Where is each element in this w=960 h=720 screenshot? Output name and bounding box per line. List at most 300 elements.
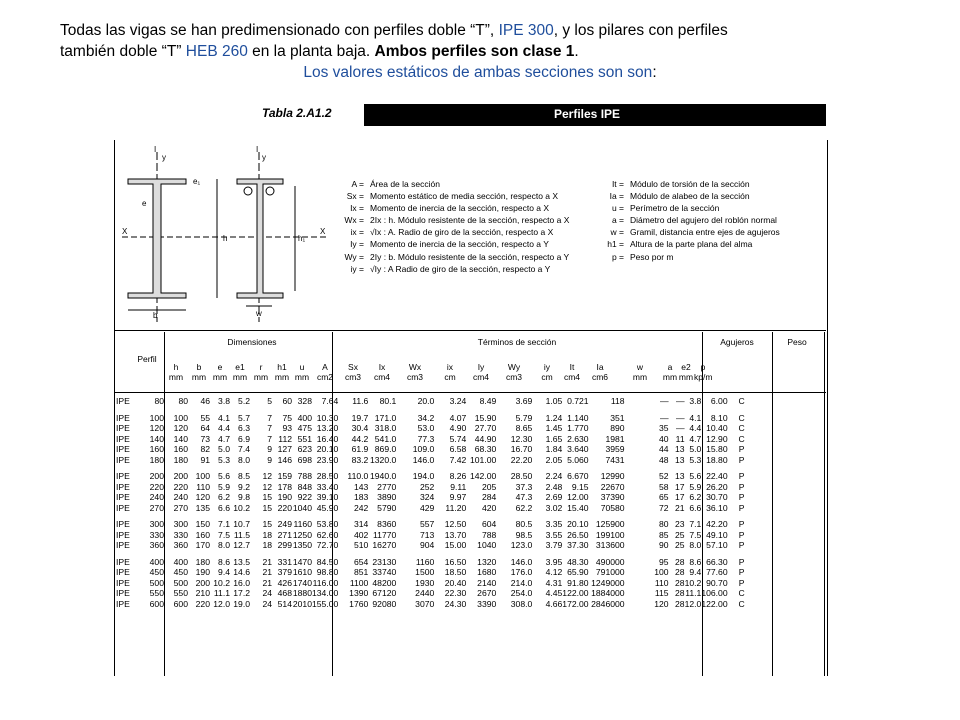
table-cell: 5.9 <box>218 481 230 492</box>
table-cell: 1.140 <box>567 412 589 423</box>
table-cell: 6.58 <box>449 444 467 455</box>
legend-symbol: w = <box>610 227 624 238</box>
table-cell: 8.26 <box>449 471 467 482</box>
column-header <box>250 362 272 382</box>
table-cell: 11.20 <box>445 502 467 513</box>
column-header <box>164 362 188 382</box>
column-symbol: p <box>700 362 706 372</box>
table-cell: 80 <box>178 396 188 407</box>
table-cell: P <box>738 567 745 578</box>
table-cell: 11.1 <box>213 588 230 599</box>
table-cell: 1981 <box>605 433 625 444</box>
table-cell: 6.3 <box>238 423 250 434</box>
table-cell: P <box>738 529 745 540</box>
legend-symbol: ix = <box>350 227 364 238</box>
table-cell: 17.2 <box>233 588 250 599</box>
table-cell: 490000 <box>595 556 625 567</box>
table-cell: 190 <box>277 492 292 503</box>
table-cell: 0.721 <box>567 396 589 407</box>
table-cell: 300 <box>173 519 188 530</box>
svg-text:y: y <box>162 153 166 162</box>
table-cell: 75 <box>282 412 292 423</box>
table-cell: 200 <box>195 577 210 588</box>
banner-text: Perfiles IPE <box>554 107 621 121</box>
legend-text: Gramil, distancia entre ejes de agujeros <box>630 227 780 238</box>
column-symbol: r <box>259 362 263 372</box>
table-cell: 8.49 <box>479 396 497 407</box>
legend-symbol: h1 = <box>607 239 624 250</box>
table-cell: 654 <box>353 556 369 567</box>
table-cell: 284 <box>481 492 497 503</box>
column-profile-ref: HEB 260 <box>185 43 248 60</box>
table-cell: 698 <box>297 454 312 465</box>
table-cell: 180 <box>173 454 188 465</box>
table-cell: 3.95 <box>545 556 563 567</box>
table-cell: 22.30 <box>444 588 467 599</box>
table-cell: 5.79 <box>515 412 533 423</box>
table-cell: 4.1 <box>218 412 230 423</box>
table-cell: 2140 <box>477 577 497 588</box>
column-symbol: Ix <box>378 362 386 372</box>
table-cell: 426 <box>277 577 292 588</box>
table-cell: C <box>738 423 745 434</box>
table-cell: 13 <box>675 444 685 455</box>
table-cell: 6.9 <box>238 433 250 444</box>
table-cell: 3.79 <box>545 540 563 551</box>
table-cell: 67120 <box>372 588 397 599</box>
legend-text: Módulo de torsión de la sección <box>630 179 750 189</box>
table-cell: 420 <box>481 502 497 513</box>
table-cell: 313600 <box>595 540 625 551</box>
text-fragment: Los valores estáticos de ambas secciones son son <box>303 64 653 81</box>
profile-name: IPE <box>116 492 130 503</box>
legend-entry <box>598 190 780 202</box>
table-cell: 3.02 <box>545 502 563 513</box>
table-cell: 146 <box>277 454 292 465</box>
profile-name: IPE <box>116 454 130 465</box>
terminos-header: Términos de sección <box>477 337 557 347</box>
table-cell: 5.3 <box>689 454 702 465</box>
table-cell: 72.70 <box>316 540 339 551</box>
table-cell: 12990 <box>600 471 625 482</box>
table-cell: 9.8 <box>238 492 250 503</box>
table-cell: 9.11 <box>450 481 467 492</box>
table-cell: 3.8 <box>689 396 702 407</box>
table-cell: 85 <box>659 529 669 540</box>
table-cell: 58 <box>659 481 669 492</box>
column-symbol: Wy <box>507 362 521 372</box>
profile-size: 330 <box>149 529 164 540</box>
table-cell: 5.7 <box>238 412 250 423</box>
table-cell: 7.5 <box>689 529 702 540</box>
column-symbol: Sx <box>348 362 358 372</box>
table-cell: 3.55 <box>545 529 563 540</box>
profile-name: IPE <box>116 529 130 540</box>
column-header <box>434 362 466 382</box>
table-cell: 171.0 <box>374 412 397 423</box>
table-cell: 12.50 <box>444 519 467 530</box>
table-cell: — <box>676 396 685 407</box>
table-cell: 8.0 <box>689 540 702 551</box>
table-cell: C <box>738 412 745 423</box>
table-cell: C <box>738 396 745 407</box>
table-cell: 1320.0 <box>370 454 397 465</box>
profile-size: 500 <box>149 577 164 588</box>
legend-entry <box>598 214 780 226</box>
legend-entry <box>338 190 569 202</box>
table-cell: 123.0 <box>510 540 533 551</box>
table-cell: 28 <box>675 598 685 609</box>
table-cell: 115 <box>654 588 669 599</box>
profile-name: IPE <box>116 598 130 609</box>
table-cell: 8.0 <box>238 454 250 465</box>
table-cell: 9.4 <box>689 567 702 578</box>
table-cell: 26.50 <box>567 529 589 540</box>
table-cell: C <box>738 433 745 444</box>
table-cell: 3959 <box>605 444 625 455</box>
table-cell: 11.5 <box>233 529 250 540</box>
table-cell: 25 <box>675 529 685 540</box>
table-cell: 178 <box>277 481 292 492</box>
table-row <box>116 396 756 410</box>
table-cell: 1040 <box>477 540 497 551</box>
table-cell: 143 <box>353 481 369 492</box>
table-cell: 3890 <box>377 492 397 503</box>
table-cell: 8.65 <box>515 423 533 434</box>
table-cell: 8.5 <box>238 471 250 482</box>
text-fragment: Todas las vigas se han predimensionado con perfiles doble “T”, <box>60 22 499 39</box>
table-cell: 84.50 <box>316 556 339 567</box>
profile-name: IPE <box>116 412 130 423</box>
legend-entry <box>338 226 569 238</box>
table-cell: 134.00 <box>312 588 339 599</box>
table-cell: 2670 <box>477 588 497 599</box>
table-cell: 1.45 <box>545 423 563 434</box>
column-header <box>292 362 312 382</box>
profile-size: 270 <box>149 502 164 513</box>
table-cell: 400 <box>173 556 188 567</box>
legend-text: Altura de la parte plana del alma <box>630 239 753 250</box>
table-cell: — <box>660 396 669 407</box>
beam-profile-ref: IPE 300 <box>498 22 554 39</box>
profile-name: IPE <box>116 481 130 492</box>
table-cell: 18 <box>262 540 272 551</box>
table-cell: 379 <box>277 567 292 578</box>
table-cell: 1760 <box>349 598 369 609</box>
svg-text:e₁: e₁ <box>193 177 201 186</box>
table-cell: 16.50 <box>444 556 467 567</box>
table-cell: 242 <box>353 502 369 513</box>
svg-text:h: h <box>223 234 228 243</box>
svg-text:e: e <box>142 199 147 208</box>
table-cell: 19.7 <box>351 412 369 423</box>
table-cell: 9 <box>267 454 272 465</box>
table-cell: 2846000 <box>591 598 625 609</box>
table-cell: 23130 <box>372 556 397 567</box>
table-cell: 429 <box>419 502 435 513</box>
table-cell: 77.60 <box>706 567 728 578</box>
table-cell: 12.30 <box>510 433 533 444</box>
table-cell: 7.64 <box>321 396 339 407</box>
table-cell: P <box>738 577 745 588</box>
table-cell: 6.2 <box>689 492 702 503</box>
profile-size: 120 <box>149 423 164 434</box>
table-cell: 142.00 <box>470 471 497 482</box>
table-cell: 330 <box>173 529 188 540</box>
table-cell: 6.670 <box>567 471 589 482</box>
table-cell: 23.90 <box>316 454 339 465</box>
table-cell: 4.4 <box>689 423 702 434</box>
table-cell: 604 <box>481 519 497 530</box>
table-cell: 127 <box>277 444 292 455</box>
table-cell: 28 <box>675 577 685 588</box>
table-cell: 80 <box>659 519 669 530</box>
table-cell: 5.0 <box>218 444 230 455</box>
table-cell: 200 <box>173 471 188 482</box>
legend-symbol: a = <box>611 215 624 226</box>
table-cell: 25 <box>675 540 685 551</box>
column-header <box>368 362 396 382</box>
table-cell: 95 <box>659 556 669 567</box>
profile-size: 80 <box>154 396 164 407</box>
table-cell: 28 <box>675 556 685 567</box>
table-row <box>116 492 756 503</box>
legend-text: Área de la sección <box>370 179 440 189</box>
table-cell: 788 <box>481 529 497 540</box>
table-cell: 788 <box>297 471 312 482</box>
profile-size: 160 <box>149 444 164 455</box>
table-cell: 73 <box>200 433 210 444</box>
profile-name: IPE <box>116 567 130 578</box>
column-unit: cm3 <box>344 372 362 382</box>
text-fragment: en la planta baja. <box>247 43 375 60</box>
table-cell: 9.97 <box>449 492 467 503</box>
table-cell: 48.30 <box>567 556 589 567</box>
table-cell: 324 <box>419 492 435 503</box>
column-unit: cm4 <box>472 372 490 382</box>
table-cell: P <box>738 492 745 503</box>
table-cell: 110 <box>196 481 210 492</box>
table-cell: 1.84 <box>545 444 563 455</box>
svg-text:w: w <box>256 309 262 318</box>
table-cell: 49.10 <box>706 529 728 540</box>
table-cell: 98.5 <box>515 529 533 540</box>
table-cell: 468 <box>277 588 292 599</box>
table-cell: 12.90 <box>706 433 728 444</box>
svg-text:X: X <box>320 227 326 236</box>
table-cell: 4.31 <box>545 577 563 588</box>
table-cell: 15 <box>262 502 272 513</box>
table-cell: 5.2 <box>238 396 250 407</box>
table-cell: 249 <box>277 519 292 530</box>
legend-symbol: Wx = <box>344 215 364 226</box>
table-cell: 7.1 <box>218 519 230 530</box>
table-cell: 4.4 <box>218 423 230 434</box>
table-cell: 16.0 <box>233 577 250 588</box>
table-cell: P <box>738 481 745 492</box>
table-cell: 100 <box>195 471 210 482</box>
table-cell: 514 <box>277 598 292 609</box>
table-cell: 159 <box>277 471 292 482</box>
intro-line-2 <box>60 41 900 62</box>
table-cell: 80.5 <box>515 519 533 530</box>
column-symbol: e1 <box>235 362 245 372</box>
table-cell: 6.2 <box>218 492 230 503</box>
table-cell: 7.5 <box>218 529 230 540</box>
legend-right <box>598 178 780 263</box>
legend-symbol: Ia = <box>609 191 624 202</box>
column-header <box>272 362 292 382</box>
table-cell: 2.48 <box>545 481 563 492</box>
table-cell: 1740 <box>292 577 312 588</box>
table-cell: 3.24 <box>449 396 467 407</box>
column-symbol: a <box>667 362 673 372</box>
table-cell: 140 <box>173 433 188 444</box>
table-cell: 1249000 <box>591 577 625 588</box>
intro-text <box>60 20 900 83</box>
table-cell: 1160 <box>415 556 435 567</box>
table-cell: 318.0 <box>374 423 397 434</box>
table-cell: 170 <box>195 540 210 551</box>
legend-entry <box>338 202 569 214</box>
table-cell: 110 <box>654 577 669 588</box>
legend-entry <box>598 202 780 214</box>
column-unit: mm <box>212 372 228 382</box>
table-cell: 331 <box>277 556 292 567</box>
table-cell: 33.40 <box>316 481 339 492</box>
table-cell: 72 <box>659 502 669 513</box>
table-cell: 15.80 <box>706 444 728 455</box>
table-cell: 47.3 <box>515 492 533 503</box>
column-header <box>496 362 532 382</box>
table-cell: 1.65 <box>545 433 563 444</box>
table-cell: 30.4 <box>351 423 369 434</box>
profile-name: IPE <box>116 444 130 455</box>
svg-text:y: y <box>262 153 266 162</box>
table-cell: 2010 <box>292 598 312 609</box>
table-cell: 8360 <box>377 519 397 530</box>
table-row <box>116 599 756 610</box>
table-cell: 12.7 <box>233 540 250 551</box>
table-cell: 2.630 <box>567 433 589 444</box>
perfil-header: Perfil <box>137 354 157 364</box>
table-cell: 44 <box>659 444 669 455</box>
profile-name: IPE <box>116 396 130 407</box>
table-cell: 160 <box>195 529 210 540</box>
table-cell: 28.50 <box>510 471 533 482</box>
table-cell: 890 <box>610 423 625 434</box>
legend-entry <box>598 178 780 190</box>
legend-symbol: iy = <box>350 263 364 274</box>
table-cell: 46 <box>200 396 210 407</box>
table-cell: 5.060 <box>567 454 589 465</box>
column-symbol: iy <box>543 362 551 372</box>
table-cell: 4.7 <box>218 433 230 444</box>
legend-text: 2Ix : h. Módulo resistente de la sección, respecto a X <box>370 215 570 226</box>
table-cell: 2.69 <box>545 492 563 503</box>
table-cell: 3390 <box>477 598 497 609</box>
table-cell: 402 <box>353 529 369 540</box>
legend-symbol: p = <box>611 251 624 262</box>
table-cell: 510 <box>353 540 369 551</box>
legend-symbol: u = <box>611 203 624 214</box>
legend-text: Momento de inercia de la sección, respecto a X <box>370 203 550 214</box>
table-row <box>116 503 756 517</box>
dimensiones-header: Dimensiones <box>227 337 277 347</box>
table-cell: 254.0 <box>510 588 533 599</box>
column-header <box>466 362 496 382</box>
column-header <box>188 362 210 382</box>
table-cell: 5.6 <box>218 471 230 482</box>
table-cell: 68.30 <box>474 444 497 455</box>
table-cell: 22670 <box>600 481 625 492</box>
table-cell: 122.00 <box>562 588 589 599</box>
legend-entry <box>598 226 780 238</box>
column-symbol: Wx <box>408 362 422 372</box>
table-cell: 146.0 <box>510 556 533 567</box>
table-cell: 20.40 <box>444 577 467 588</box>
table-cell: 13.5 <box>233 556 250 567</box>
table-cell: 541.0 <box>374 433 397 444</box>
legend-text: Diámetro del agujero del roblón normal <box>630 215 777 226</box>
table-cell: 360 <box>173 540 188 551</box>
column-divider <box>164 332 165 676</box>
table-cell: 15.00 <box>444 540 467 551</box>
table-cell: 64 <box>200 423 210 434</box>
table-cell: 10.7 <box>233 519 250 530</box>
table-cell: 1680 <box>477 567 497 578</box>
table-cell: 106.00 <box>701 588 728 599</box>
table-cell: 1940.0 <box>370 471 397 482</box>
column-unit: cm4 <box>563 372 581 382</box>
table-cell: 18.50 <box>444 567 467 578</box>
table-cell: 1250 <box>292 529 312 540</box>
table-cell: 220 <box>195 598 210 609</box>
profile-size: 550 <box>149 588 164 599</box>
table-cell: 77.3 <box>417 433 435 444</box>
legend-text: √Ix : A. Radio de giro de la sección, respecto a X <box>370 227 554 238</box>
table-row <box>116 530 756 541</box>
table-cell: 90.70 <box>706 577 728 588</box>
table-cell: 1160 <box>293 519 312 530</box>
table-cell: 904 <box>419 540 435 551</box>
legend-entry <box>338 214 569 226</box>
column-divider <box>702 332 703 676</box>
profile-size: 360 <box>149 540 164 551</box>
table-cell: 271 <box>277 529 292 540</box>
profile-name: IPE <box>116 433 130 444</box>
table-cell: 14.6 <box>233 567 250 578</box>
table-cell: 23 <box>675 519 685 530</box>
table-cell: 6.00 <box>710 396 728 407</box>
table-cell: 1500 <box>415 567 435 578</box>
table-cell: 11 <box>675 433 685 444</box>
table-cell: 220 <box>277 502 292 513</box>
profile-name: IPE <box>116 588 130 599</box>
table-cell: 135 <box>195 502 210 513</box>
table-cell: 2.05 <box>545 454 563 465</box>
table-cell: 5.74 <box>449 433 467 444</box>
class-statement: Ambos perfiles son clase 1 <box>374 43 575 60</box>
table-cell: 7431 <box>605 454 625 465</box>
profile-name: IPE <box>116 502 130 513</box>
table-cell: 3.69 <box>515 396 533 407</box>
table-cell: 13 <box>675 454 685 465</box>
table-cell: 15.40 <box>567 502 589 513</box>
table-cell: 28.50 <box>316 471 339 482</box>
table-cell: 4.1 <box>689 412 702 423</box>
table-cell: P <box>738 471 745 482</box>
